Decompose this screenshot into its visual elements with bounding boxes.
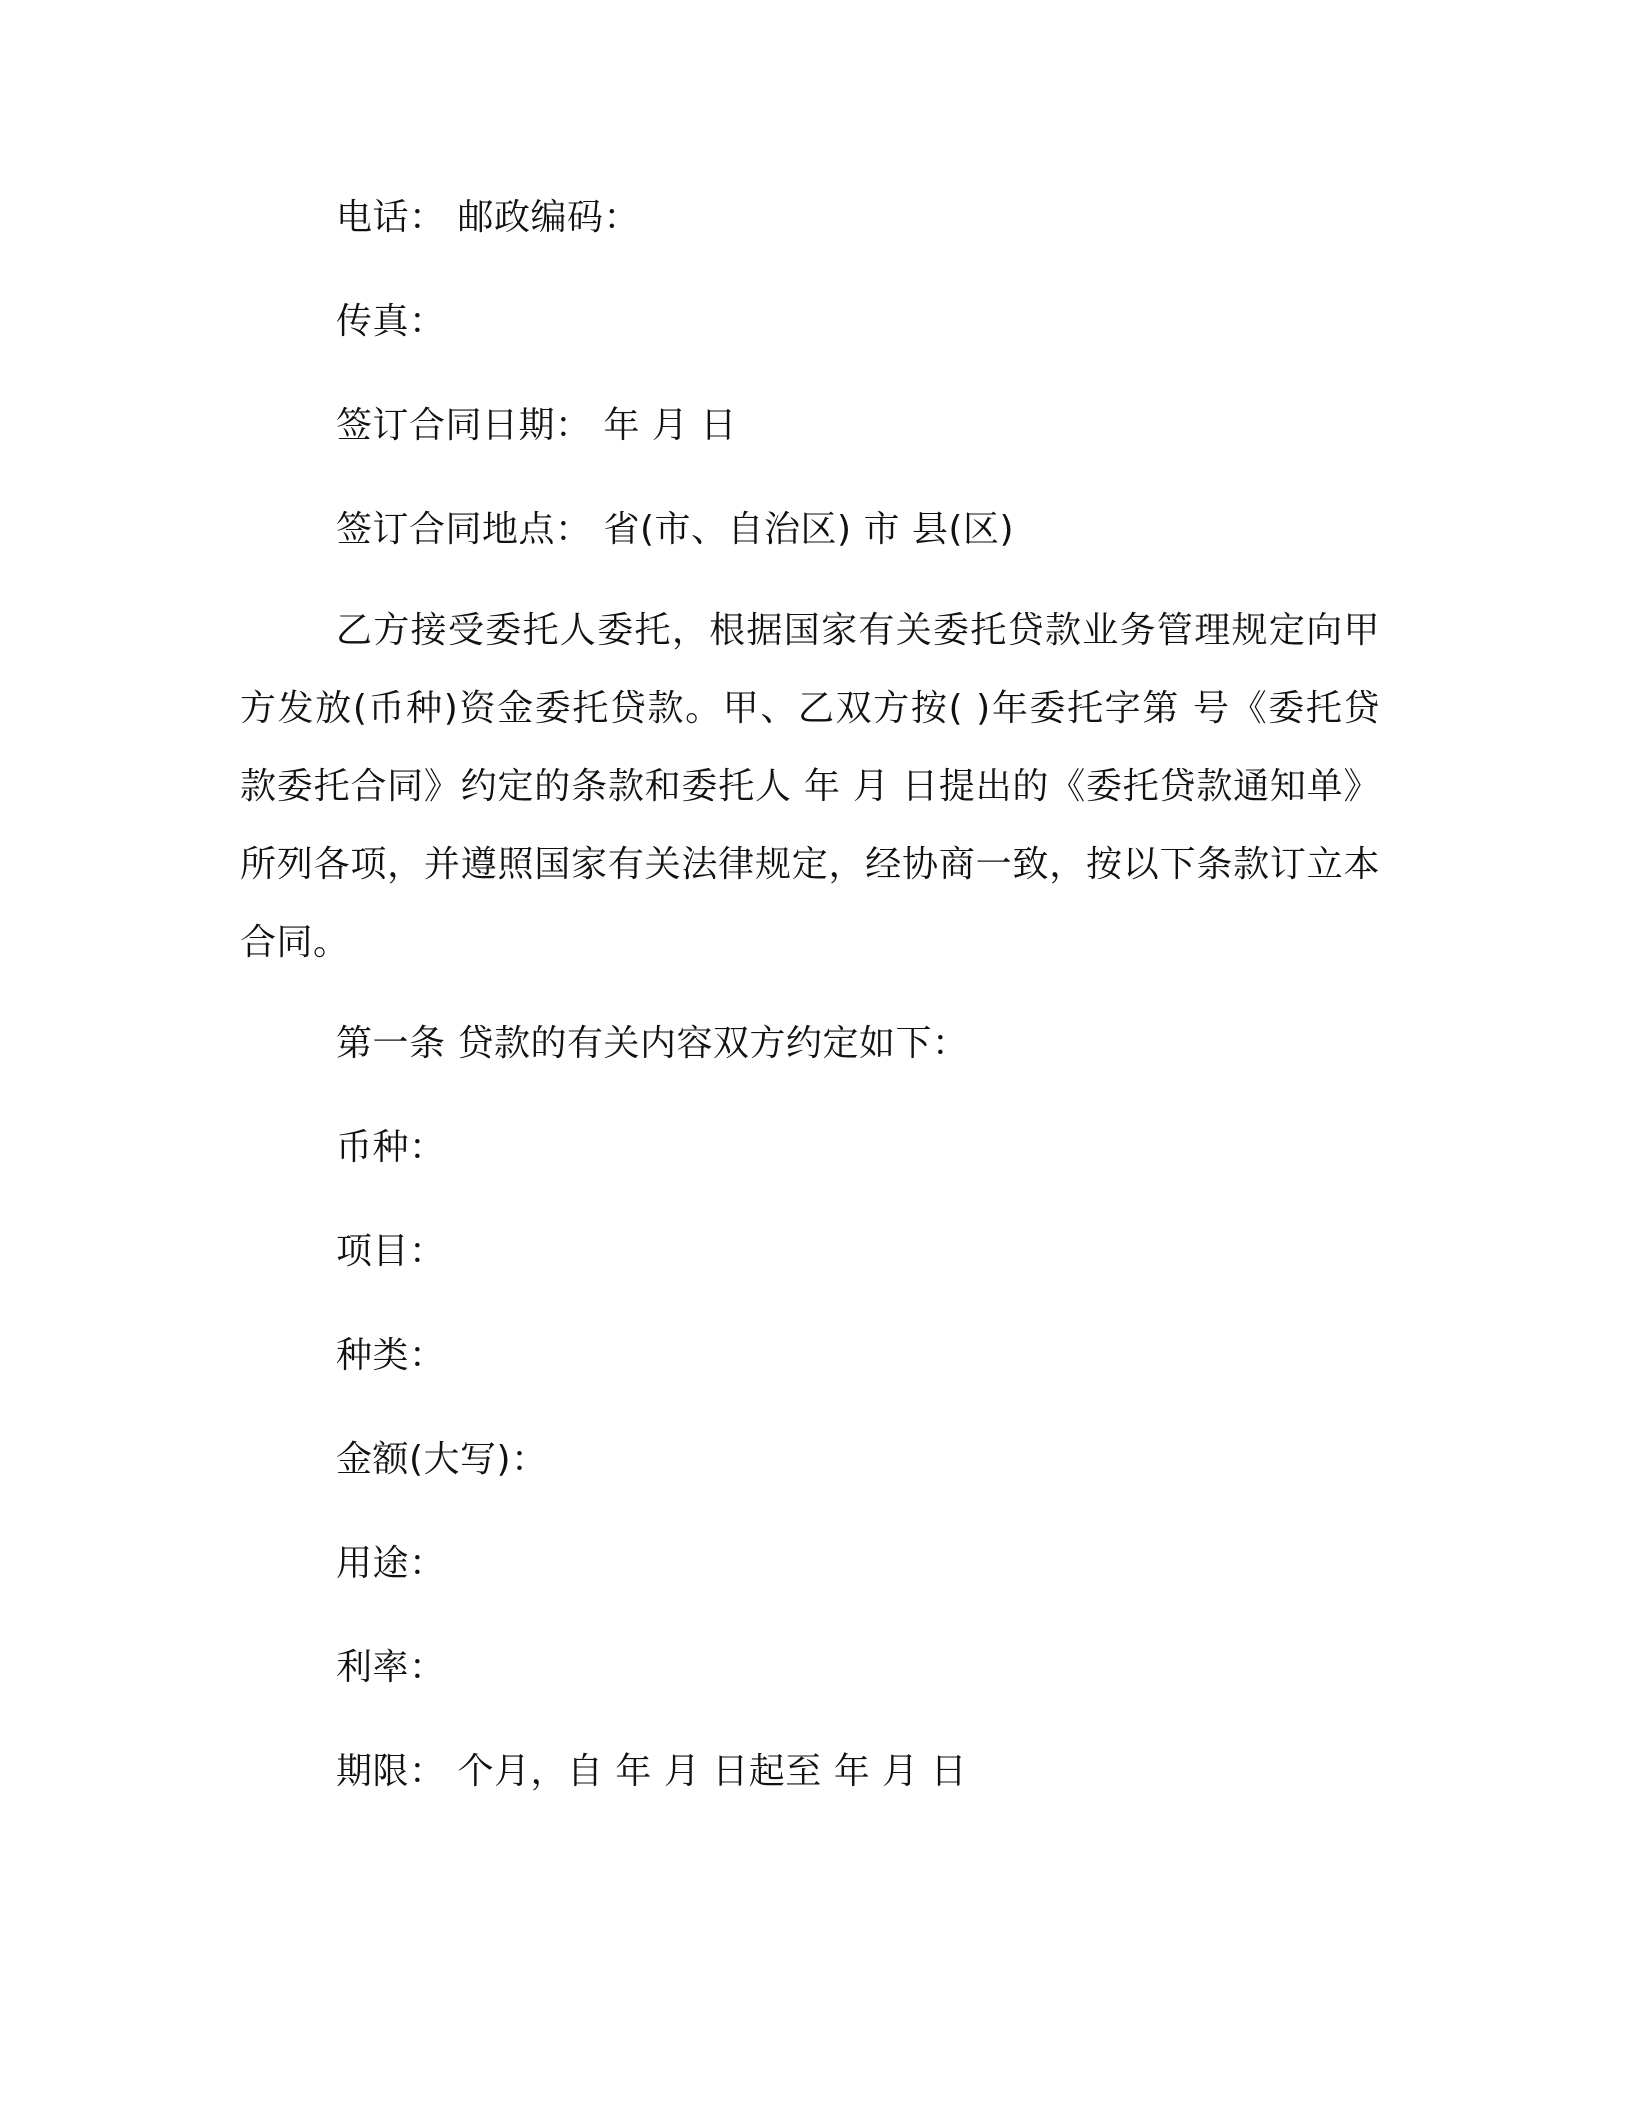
article-1-heading: 第一条 贷款的有关内容双方约定如下： xyxy=(336,1023,969,1064)
field-amount: 金额(大写)： xyxy=(336,1439,548,1480)
field-type: 种类： xyxy=(336,1335,446,1376)
field-interest-rate: 利率： xyxy=(336,1647,446,1688)
signing-place-line: 签订合同地点： 省(市、自治区) 市 县(区) xyxy=(336,509,1015,550)
field-project: 项目： xyxy=(336,1231,446,1272)
field-term: 期限： 个月，自 年 月 日起至 年 月 日 xyxy=(336,1751,968,1792)
field-purpose: 用途： xyxy=(336,1543,446,1584)
phone-postcode-line: 电话： 邮政编码： xyxy=(336,197,640,238)
intro-paragraph: 乙方接受委托人委托，根据国家有关委托贷款业务管理规定向甲方发放(币种)资金委托贷款。甲、乙双方按( )年委托字第 号《委托贷款委托合同》约定的条款和委托人 年 月 日提出的《委托贷款通知单》所列各项，并遵照国家有关法律规定，经协商一致，按以下条款订立本合同。 xyxy=(240,610,1380,963)
field-currency: 币种： xyxy=(336,1127,446,1168)
signing-date-line: 签订合同日期： 年 月 日 xyxy=(336,405,737,446)
fax-line: 传真： xyxy=(336,301,446,342)
